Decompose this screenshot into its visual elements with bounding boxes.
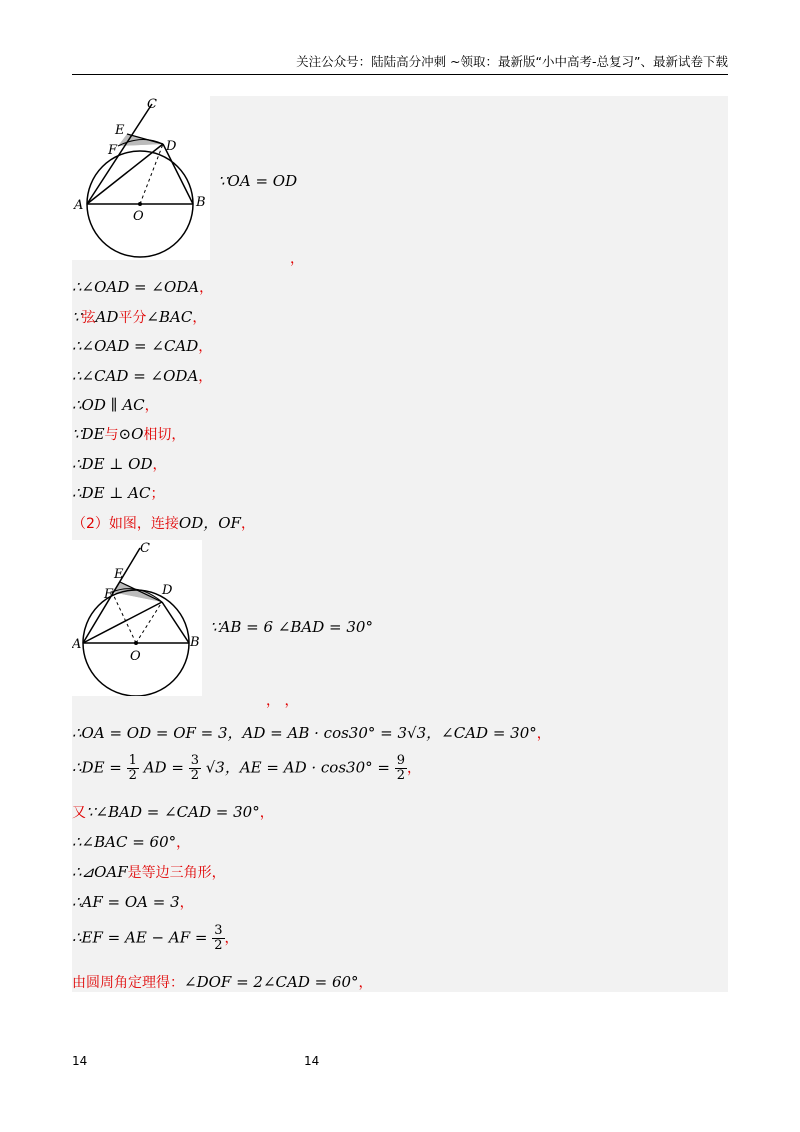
comma: ， — [171, 427, 186, 443]
figure-1 — [72, 96, 210, 260]
label-a: A — [72, 637, 82, 652]
comma: ， — [152, 457, 167, 473]
line-15-text: ∴∠BAC = 60° — [72, 833, 177, 851]
line-13-c: √3，AE = AD · cos30° = — [205, 758, 390, 777]
page-header — [72, 52, 728, 75]
line-18 — [72, 924, 239, 953]
label-d: D — [166, 139, 177, 154]
line-3-angle: ∠BAC — [146, 308, 193, 326]
line-3-word: 弦 — [81, 310, 96, 326]
label-e: E — [115, 123, 125, 138]
line-14 — [72, 802, 274, 822]
comma: ， — [259, 805, 274, 821]
fraction-three-halves — [212, 924, 224, 953]
denominator: 2 — [128, 768, 137, 783]
line-10-text: （2）如图，连接 — [72, 516, 179, 532]
line-4-text: ∴∠OAD = ∠CAD — [72, 337, 199, 355]
line-3-word2: 平分 — [118, 310, 147, 326]
line-5-text: ∴∠CAD = ∠ODA — [72, 367, 199, 385]
page-number-center: 14 — [304, 1054, 320, 1068]
comma: ， — [199, 280, 214, 296]
line-12 — [72, 722, 551, 743]
denominator: 2 — [396, 768, 406, 783]
denominator: 2 — [190, 768, 199, 783]
comma: ， — [198, 369, 213, 385]
line-7-circle: ⊙O — [118, 425, 144, 443]
line-13-a: ∴DE = — [72, 758, 122, 777]
line-6 — [72, 395, 159, 415]
denominator: 2 — [214, 938, 223, 953]
line-13-b: AD = — [143, 758, 184, 777]
label-c: C — [147, 97, 157, 112]
line-10 — [72, 512, 255, 533]
line-13 — [72, 754, 421, 783]
line-12-text: ∴OA = OD = OF = 3，AD = AB · cos30° = 3√3，∠CAD = 30° — [72, 724, 537, 742]
line-15 — [72, 832, 190, 852]
figure-2 — [72, 540, 202, 696]
line-14-word: 又 — [72, 805, 86, 821]
fraction-one-half — [127, 754, 139, 783]
label-f: F — [108, 143, 118, 158]
line-19-word: 由圆周角定理得： — [72, 975, 184, 991]
comma: ， — [358, 975, 373, 991]
line-3 — [72, 307, 206, 327]
page-number-left: 14 — [72, 1054, 88, 1068]
line-16-word: 是等边三角形 — [127, 865, 212, 881]
line-4 — [72, 336, 212, 356]
line-7-word: 与 — [104, 427, 119, 443]
numerator: 3 — [214, 923, 223, 938]
label-a: A — [74, 198, 84, 213]
label-o: O — [133, 209, 144, 224]
line-10-segs: OD，OF — [178, 514, 241, 532]
line-16 — [72, 862, 226, 882]
line-9-text: ∴DE ⊥ AC — [72, 484, 151, 502]
header-text: 关注公众号：陆陆高分冲刺 ~领取：最新版“小中高考-总复习”、最新试卷下载 — [296, 54, 728, 69]
line-9 — [72, 483, 164, 503]
label-o: O — [130, 649, 141, 664]
fraction-nine-halves — [395, 754, 407, 783]
line-2 — [72, 277, 213, 297]
line-7-word2: 相切 — [143, 427, 172, 443]
line-1-comma: ， — [290, 251, 304, 267]
semicolon: ； — [150, 486, 165, 502]
line-11-commas: ， ， — [266, 693, 299, 709]
line-8-text: ∴DE ⊥ OD — [72, 455, 153, 473]
label-d: D — [162, 583, 173, 598]
line-17 — [72, 892, 194, 912]
numerator: 1 — [128, 753, 137, 768]
label-c: C — [140, 541, 150, 556]
comma: ， — [240, 516, 255, 532]
line-14-text: ∵∠BAD = ∠CAD = 30° — [86, 803, 260, 821]
comma: ， — [224, 930, 239, 947]
because-symbol: ∵ — [72, 308, 82, 326]
line-3-seg: AD — [95, 308, 119, 326]
line-11: ∵AB = 6 ∠BAD = 30° — [210, 618, 373, 636]
line-7-seg: DE — [81, 425, 105, 443]
comma: ， — [179, 895, 194, 911]
label-f: F — [104, 587, 114, 602]
comma: ， — [211, 865, 226, 881]
numerator: 3 — [190, 753, 199, 768]
comma: ， — [407, 760, 422, 777]
numerator: 9 — [396, 753, 406, 768]
line-18-text: ∴EF = AE − AF = — [72, 928, 208, 947]
line-16-text: ∴⊿OAF — [72, 863, 128, 881]
line-6-text: ∴OD ∥ AC — [72, 396, 145, 414]
comma: ， — [198, 339, 213, 355]
comma: ， — [192, 310, 207, 326]
comma: ， — [144, 398, 159, 414]
line-1: ∵OA = OD — [218, 172, 298, 190]
line-5 — [72, 366, 212, 386]
line-17-text: ∴AF = OA = 3 — [72, 893, 180, 911]
because-symbol: ∵ — [72, 425, 82, 443]
line-8 — [72, 454, 167, 474]
line-19-text: ∠DOF = 2∠CAD = 60° — [184, 973, 359, 991]
label-b: B — [196, 195, 206, 210]
line-19 — [72, 972, 373, 992]
line-2-text: ∴∠OAD = ∠ODA — [72, 278, 200, 296]
comma: ， — [536, 726, 551, 742]
geometry-diagram-2 — [72, 540, 202, 696]
label-e: E — [114, 567, 124, 582]
fraction-three-halves — [189, 754, 201, 783]
comma: ， — [176, 835, 191, 851]
line-7 — [72, 424, 185, 444]
geometry-diagram-1 — [72, 96, 210, 260]
label-b: B — [190, 635, 200, 650]
